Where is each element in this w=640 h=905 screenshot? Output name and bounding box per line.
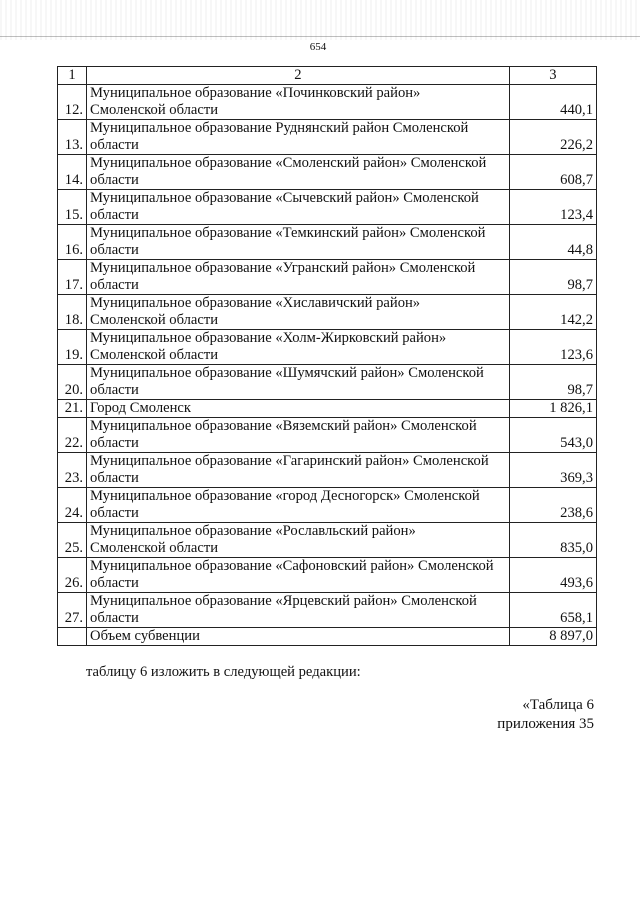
municipality-name <box>87 190 510 225</box>
municipality-name <box>87 558 510 593</box>
subsidy-value: 835,0 <box>509 523 596 558</box>
municipality-name-line-2: области <box>90 610 139 626</box>
table-row <box>58 120 597 155</box>
subsidy-value: 238,6 <box>509 488 596 523</box>
subsidy-value: 98,7 <box>509 260 596 295</box>
subsidy-value: 123,4 <box>509 190 596 225</box>
row-number: 26. <box>58 558 87 593</box>
municipality-name-line-1: Муниципальное образование «Вяземский район» Смоленской <box>90 418 477 434</box>
subsidy-value: 98,7 <box>509 365 596 400</box>
municipality-name-line-2: области <box>90 137 139 153</box>
scan-line <box>0 36 640 37</box>
caption-line-2: приложения 35 <box>497 716 594 732</box>
row-number: 15. <box>58 190 87 225</box>
municipality-name-line-1: Муниципальное образование «Хиславичский район» <box>90 295 421 311</box>
subsidy-value: 608,7 <box>509 155 596 190</box>
municipality-name-line-2: области <box>90 277 139 293</box>
municipality-name-line-1: Муниципальное образование Руднянский район Смоленской <box>90 120 469 136</box>
table-row <box>58 488 597 523</box>
municipality-name-line-1: Муниципальное образование «Смоленский район» Смоленской <box>90 155 487 171</box>
subsidy-value: 123,6 <box>509 330 596 365</box>
table-total-row <box>58 628 597 646</box>
municipality-name-line-2: Смоленской области <box>90 102 219 118</box>
row-number: 20. <box>58 365 87 400</box>
row-number: 16. <box>58 225 87 260</box>
municipality-name-line-1: Муниципальное образование «Сафоновский район» Смоленской <box>90 558 494 574</box>
total-label: Объем субвенции <box>87 628 510 646</box>
municipality-name <box>87 85 510 120</box>
table-row <box>58 593 597 628</box>
municipality-name <box>87 488 510 523</box>
table-row <box>58 330 597 365</box>
subsidy-value: 226,2 <box>509 120 596 155</box>
subsidy-value: 493,6 <box>509 558 596 593</box>
row-number: 23. <box>58 453 87 488</box>
table-row <box>58 523 597 558</box>
municipality-name-line-2: области <box>90 172 139 188</box>
municipality-name-line-2: области <box>90 470 139 486</box>
municipality-name-line-1: Муниципальное образование «Сычевский район» Смоленской <box>90 190 479 206</box>
municipality-name-line-2: области <box>90 242 139 258</box>
table-row <box>58 155 597 190</box>
municipality-name <box>87 120 510 155</box>
municipality-name <box>87 593 510 628</box>
municipality-name-line-2: области <box>90 382 139 398</box>
row-number: 19. <box>58 330 87 365</box>
municipality-name <box>87 418 510 453</box>
instruction-text: таблицу 6 изложить в следующей редакции: <box>86 664 361 680</box>
page-number: 654 <box>309 41 327 53</box>
header-col-3: 3 <box>509 67 596 85</box>
subsidy-table <box>57 66 597 646</box>
row-number: 18. <box>58 295 87 330</box>
table-row <box>58 260 597 295</box>
subsidy-value: 440,1 <box>509 85 596 120</box>
subsidy-value: 1 826,1 <box>509 400 596 418</box>
municipality-name-line-1: Муниципальное образование «Угранский район» Смоленской <box>90 260 476 276</box>
table-row <box>58 190 597 225</box>
municipality-name <box>87 400 510 418</box>
table-row <box>58 558 597 593</box>
municipality-name-line-1: Муниципальное образование «Ярцевский район» Смоленской <box>90 593 477 609</box>
municipality-name-line-2: области <box>90 575 139 591</box>
subsidy-value: 44,8 <box>509 225 596 260</box>
table-row <box>58 295 597 330</box>
municipality-name-line-1: Город Смоленск <box>90 400 191 416</box>
municipality-name <box>87 365 510 400</box>
municipality-name <box>87 155 510 190</box>
scan-noise <box>0 0 640 40</box>
row-number: 13. <box>58 120 87 155</box>
header-col-2: 2 <box>87 67 510 85</box>
subsidy-value: 543,0 <box>509 418 596 453</box>
municipality-name-line-1: Муниципальное образование «Починковский район» <box>90 85 421 101</box>
municipality-name <box>87 295 510 330</box>
municipality-name-line-1: Муниципальное образование «Холм-Жирковский район» <box>90 330 447 346</box>
row-number: 17. <box>58 260 87 295</box>
table-row <box>58 85 597 120</box>
subsidy-value: 369,3 <box>509 453 596 488</box>
municipality-name-line-2: области <box>90 505 139 521</box>
municipality-name <box>87 453 510 488</box>
subsidy-value: 658,1 <box>509 593 596 628</box>
table-row <box>58 365 597 400</box>
municipality-name-line-1: Муниципальное образование «Рославльский район» <box>90 523 416 539</box>
table-row <box>58 418 597 453</box>
municipality-name-line-2: области <box>90 435 139 451</box>
municipality-name-line-2: Смоленской области <box>90 347 219 363</box>
row-number: 25. <box>58 523 87 558</box>
table-row <box>58 453 597 488</box>
row-number: 21. <box>58 400 87 418</box>
municipality-name <box>87 225 510 260</box>
subsidy-value: 142,2 <box>509 295 596 330</box>
row-number: 27. <box>58 593 87 628</box>
row-number: 24. <box>58 488 87 523</box>
row-number: 22. <box>58 418 87 453</box>
table-caption <box>497 696 594 734</box>
row-number: 14. <box>58 155 87 190</box>
municipality-name-line-2: области <box>90 207 139 223</box>
municipality-name-line-1: Муниципальное образование «Шумячский район» Смоленской <box>90 365 484 381</box>
table-row <box>58 400 597 418</box>
municipality-name-line-1: Муниципальное образование «город Десногорск» Смоленской <box>90 488 480 504</box>
header-col-1: 1 <box>58 67 87 85</box>
table-row <box>58 225 597 260</box>
municipality-name-line-2: Смоленской области <box>90 312 219 328</box>
total-number <box>58 628 87 646</box>
caption-line-1: «Таблица 6 <box>522 697 594 713</box>
municipality-name-line-1: Муниципальное образование «Гагаринский район» Смоленской <box>90 453 489 469</box>
table-header-row <box>58 67 597 85</box>
municipality-name-line-1: Муниципальное образование «Темкинский район» Смоленской <box>90 225 486 241</box>
municipality-name <box>87 330 510 365</box>
total-value: 8 897,0 <box>509 628 596 646</box>
row-number: 12. <box>58 85 87 120</box>
municipality-name-line-2: Смоленской области <box>90 540 219 556</box>
municipality-name <box>87 260 510 295</box>
municipality-name <box>87 523 510 558</box>
